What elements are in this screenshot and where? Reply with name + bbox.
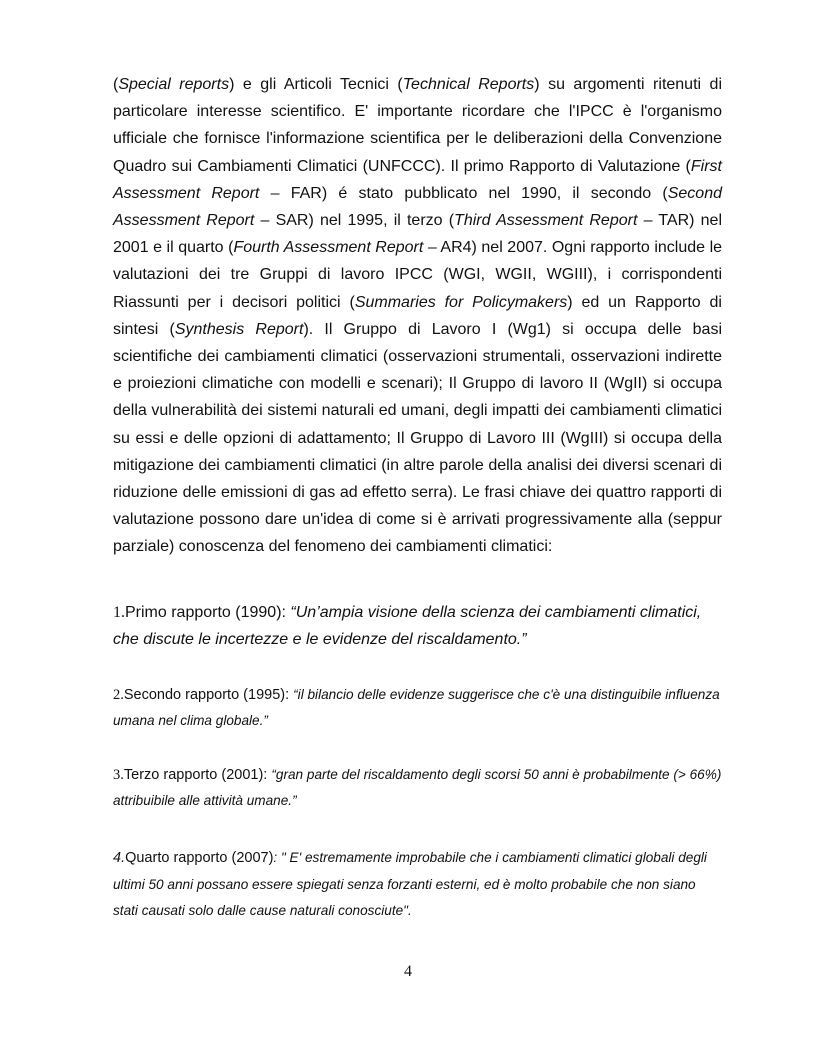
report-label: Quarto rapporto (2007) — [125, 850, 274, 866]
report-quote: “gran parte del riscaldamento degli scorsi 50 anni è probabilmente (> 66%) attribuibile alle attività umane.” — [113, 767, 722, 808]
report-item-1 — [113, 599, 722, 653]
report-item-4 — [113, 845, 722, 925]
text-run: FAR) é stato pubblicato nel 1990, il secondo ( — [279, 184, 668, 202]
text-run-italic: Second Assessment Report — [113, 184, 722, 230]
report-quote: : " E' estremamente improbabile che i cambiamenti climatici globali degli ultimi 50 anni possano essere spiegati senza forzanti esterni, ed è molto probabile che non siano stati causati solo dalle cause naturali conosciute". — [113, 850, 707, 918]
report-number: 2. — [113, 687, 124, 703]
text-run: – TAR) nel 2001 e il quarto ( — [113, 212, 723, 257]
text-run: ) su argomenti ritenuti di particolare interesse scientifico. E' importante ricordare che l'IPCC è l'organismo ufficiale che fornisce l'informazione scientifica per le deliberazioni della Convenzione Quadro sui Cambiamenti Climatici (UNFCCC). Il primo Rapporto di Valutazione ( — [113, 76, 723, 175]
report-number: 4. — [113, 850, 126, 866]
report-quote: “Un’ampia visione della scienza dei cambiamenti climatici, che discute le incertezze e le evidenze del riscaldamento.” — [113, 604, 702, 648]
text-run: – SAR) nel 1995, il terzo ( — [254, 212, 455, 230]
report-label: Secondo rapporto (1995): — [123, 687, 294, 703]
text-run-italic: Technical Reports — [402, 76, 535, 93]
report-quote: “il bilancio delle evidenze suggerisce che c'è una distinguibile influenza umana nel clima globale.” — [113, 687, 720, 728]
text-run-italic: Third Assessment Report — [454, 212, 638, 230]
report-number: 3. — [113, 767, 124, 783]
text-run-italic: Synthesis Report — [174, 320, 304, 338]
text-run-italic: Fourth Assessment Report – — [233, 239, 437, 257]
report-label: Primo rapporto (1990): — [125, 604, 291, 621]
body-paragraph — [113, 71, 722, 561]
text-run: ). Il Gruppo di Lavoro I (Wg1) si occupa delle basi scientifiche dei cambiamenti climatici (osservazioni strumentali, osservazioni indirette e proiezioni climatiche con modelli e scenari); Il Gruppo di lavoro II (WgII) si occupa della vulnerabilità dei sistemi naturali ed umani, degli impatti dei cambiamenti climatici su essi e delle opzioni di adattamento; Il Gruppo di Lavoro III (WgIII) si occupa della mitigazione dei cambiamenti climatici (in altre parole della analisi dei diversi scenari di riduzione delle emissioni di gas ad effetto serra). Le frasi chiave dei quattro rapporti di valutazione possono dare un'idea di come si è arrivati progressivamente alla (seppur parziale) conoscenza del fenomeno dei cambiamenti climatici: — [113, 320, 723, 556]
text-run-italic: First Assessment Report – — [113, 157, 722, 202]
report-item-3 — [113, 762, 722, 814]
text-run: AR4) nel 2007. Ogni rapporto include le valutazioni dei tre Gruppi di lavoro IPCC (WGI, WGII, WGIII), i corrispondenti Riassunti per i decisori politici ( — [113, 239, 723, 311]
report-item-2 — [113, 682, 722, 734]
text-run: ( — [113, 76, 119, 93]
text-run-italic: Special reports — [118, 76, 230, 93]
text-run: ) ed un Rapporto di sintesi ( — [113, 293, 722, 338]
text-run-italic: Summaries for Policymakers — [354, 293, 568, 311]
page-number: 4 — [404, 963, 412, 980]
report-number: 1. — [113, 604, 125, 621]
report-label: Terzo rapporto (2001): — [123, 767, 272, 783]
text-run: ) e gli Articoli Tecnici ( — [229, 76, 403, 93]
